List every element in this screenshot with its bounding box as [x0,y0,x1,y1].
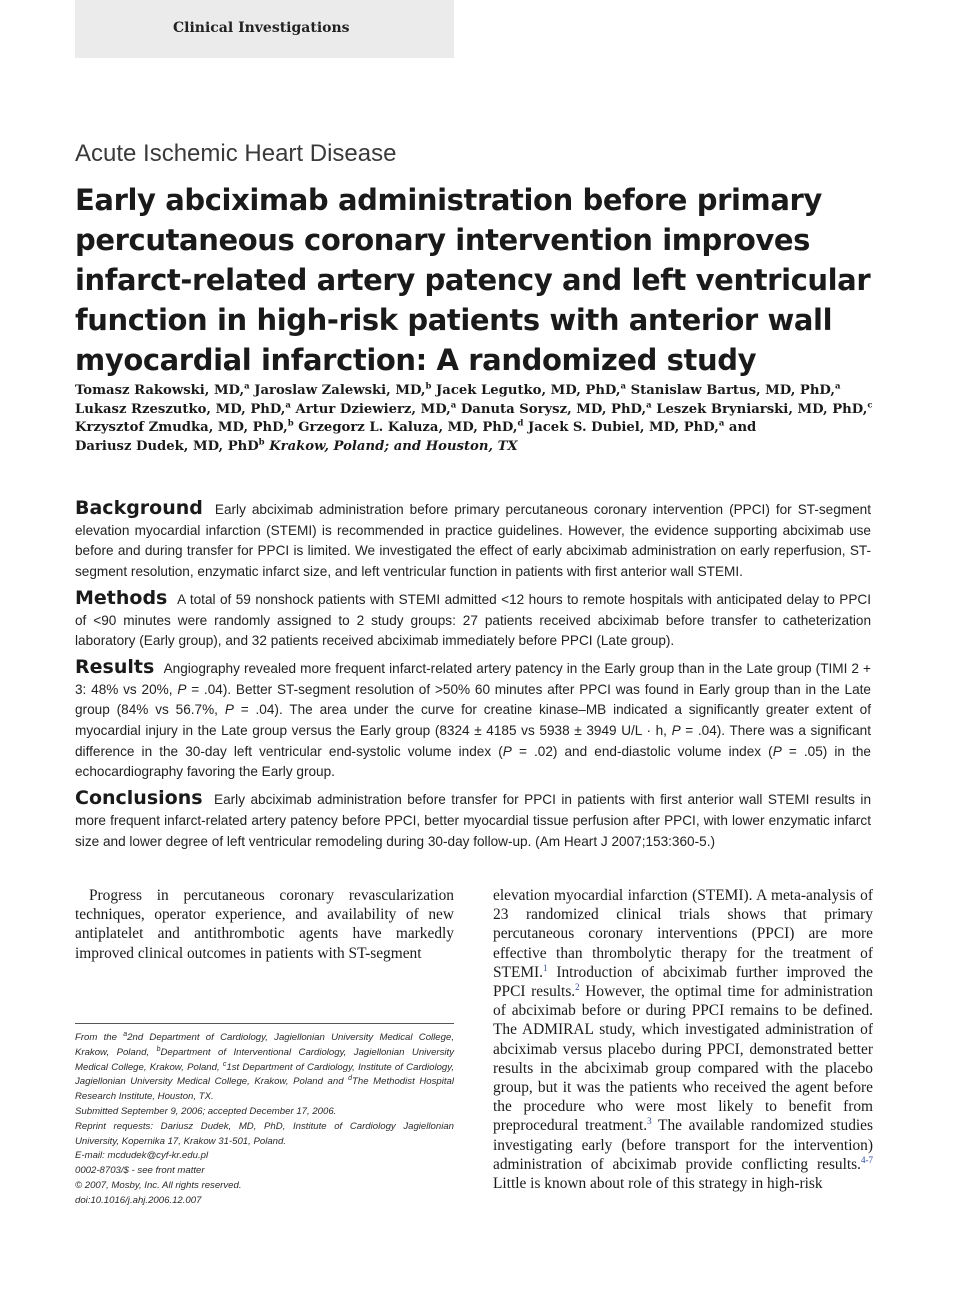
affiliation-mark: d [517,418,524,429]
abstract-text: = .04). The area under the curve for creatine kinase–MB indicated a significantly greater extent of myocardial injury in the Late group versus the Early group (8324 ± 4185 vs 5938 ± 3949 U/L · h, [75,702,871,739]
citation-link[interactable]: 3 [647,1116,652,1127]
affiliation-mark: b [287,418,294,429]
contact-email: E-mail: mcdudek@cyf-kr.edu.pl [75,1150,209,1162]
affiliation-mark: a [718,418,725,429]
body-text: The available randomized studies investigating early (before transport for the intervention) administration of abciximab provide conflicting results. [493,1117,874,1173]
copyright-line: © 2007, Mosby, Inc. All rights reserved. [75,1179,242,1191]
abstract-heading: Background [75,497,203,519]
affiliation-mark: c [222,1060,227,1068]
p-value-symbol: P [224,702,234,718]
abstract-heading: Methods [75,586,168,609]
affiliation-text: From the [75,1032,124,1043]
affiliation-mark: a [123,1030,128,1038]
abstract-text: A total of 59 nonshock patients with STEMI admitted <12 hours to remote hospitals with anticipated delay to PPCI of <90 minutes were randomly assigned to 2 study groups: 27 patients received abciximab before transfer to catheterization laboratory (Early group), and 32 patients received abciximab immediately before PPCI (Late group). [75,591,872,649]
issn-line: 0002-8703/$ - see front matter [75,1165,205,1177]
author: Jacek S. Dubiel, MD, PhD, [523,420,719,436]
affiliation-mark: c [867,400,873,411]
author: Krzysztof Zmudka, MD, PhD, [75,420,288,436]
author: Artur Dziewierz, MD, [290,401,451,417]
abstract-heading: Conclusions [75,787,203,810]
author: Jacek Legutko, MD, PhD, [431,383,621,398]
affiliation-mark: a [450,400,457,411]
citation-link[interactable]: 2 [575,981,580,992]
body-column-left [75,886,454,963]
affiliation-text: Department of Interventional Cardiology, Jagiellonian University Medical College, Krakow, Poland, [75,1046,455,1073]
abstract-heading: Results [75,655,155,678]
submission-dates: Submitted September 9, 2006; accepted December 17, 2006. [75,1105,337,1117]
affiliation-mark: a [620,381,626,392]
p-value-symbol: P [671,723,681,739]
section-label: Clinical Investigations [173,20,350,36]
doi-line: doi:10.1016/j.ahj.2006.12.007 [75,1194,202,1206]
citation-link[interactable]: 1 [543,962,548,973]
abstract-text: = .04). There was a significant difference in the 30-day left ventricular end-systolic volume index ( [75,723,872,759]
abstract-conclusions [75,788,871,852]
p-value-symbol: P [502,743,512,759]
abstract-text: Angiography revealed more frequent infarct-related artery patency in the Early group than in the Late group (TIMI 2 + 3: 48% vs 20%, [75,660,871,697]
author-conjunction: and [724,420,757,436]
body-text: elevation myocardial infarction (STEMI). A meta-analysis of 23 randomized clinical trials shows that primary percutaneous coronary interventions (PPCI) are more effective than thrombolytic therapy for the treatment of STEMI. [493,887,873,981]
author: Grzegorz L. Kaluza, MD, PhD, [293,420,518,436]
abstract-text: Early abciximab administration before primary percutaneous coronary intervention (PPCI) for ST-segment elevation myocardial infarction (STEMI) is recommended in practice guidelines. However, the evidence supporting abciximab use before and during transfer for PPCI is limited. We investigated the effect of early abciximab administration on early reperfusion, ST-segment resolution, enzymatic infarct size, and left ventricular function in patients with first anterior wall STEMI. [75,502,871,580]
affiliation-mark: d [348,1075,353,1083]
affiliation-mark: a [244,381,250,392]
author-location: Krakow, Poland; and Houston, TX [264,438,518,454]
body-text: Introduction of abciximab further improved the PPCI results. [493,963,873,1001]
p-value-symbol: P [177,681,187,697]
author: Danuta Sorysz, MD, PhD, [456,401,647,417]
abstract-methods [75,588,871,652]
author: Jaroslaw Zalewski, MD, [249,383,426,398]
affiliation-mark: a [285,400,291,411]
abstract [75,498,871,857]
footnotes [75,1031,454,1209]
affiliation-mark: a [835,381,841,392]
affiliation-mark: b [258,437,265,448]
abstract-results [75,657,871,783]
abstract-text: = .02) and end-diastolic volume index ( [511,743,773,759]
affiliation-mark: b [156,1045,161,1053]
abstract-text: = .04). Better ST-segment resolution of >50% 60 minutes after PPCI was found in Early group than in the Late group (84% vs 56.7%, [75,681,871,718]
article-title: Early abciximab administration before primary percutaneous coronary intervention improves infarct-related artery patency and left ventricular function in high-risk patients with anterior wall myocardial infarction: A randomized study [75,183,871,377]
author-list [75,382,875,456]
abstract-background [75,498,871,583]
section-tab [75,0,454,58]
affiliation-text: 1st Department of Cardiology, Institute of Cardiology, Jagiellonian University Medical College, Krakow, Poland and [75,1061,454,1088]
abstract-text: = .05) in the echocardiography favoring the Early group. [75,743,871,780]
footnote-divider [75,1023,454,1024]
author: Lukasz Rzeszutko, MD, PhD, [75,401,286,417]
affiliation-text: 2nd Department of Cardiology, Jagiellonian University Medical College, Krakow, Poland, [75,1032,454,1058]
abstract-text: Early abciximab administration before transfer for PPCI in patients with first anterior wall STEMI results in more frequent infarct-related artery patency before PPCI, better myocardial tissue perfusion after PPCI, with lower enzymatic infarct size and lower degree of left ventricular remodeling during 30-day follow-up. (Am Heart J 2007;153:360-5.) [75,792,872,849]
citation-link[interactable]: 4-7 [861,1154,873,1165]
author: Leszek Bryniarski, MD, PhD, [651,401,868,417]
body-paragraph [493,886,873,1193]
body-text: Little is known about role of this strategy in high-risk [493,1175,823,1193]
body-text: However, the optimal time for administration of abciximab before or during PPCI remains to be defined. The ADMIRAL study, which investigated administration of abciximab versus placebo during PPCI, demonstrated better results in the abciximab group compared with the placebo group, but it was the patients who received the agent before the procedure who were most likely to benefit from preprocedural treatment. [493,983,873,1135]
author: Stanislaw Bartus, MD, PhD, [625,383,835,398]
author: Dariusz Dudek, MD, PhD [75,438,259,454]
body-paragraph: Progress in percutaneous coronary revascularization techniques, operator experience, and availability of new antiplatelet and antithrombotic agents have markedly improved clinical outcomes in patients with ST-segment [75,887,454,962]
body-column-right [493,886,873,1193]
affiliation-mark: b [425,381,432,392]
reprint-requests: Reprint requests: Dariusz Dudek, MD, PhD, Institute of Cardiology Jagiellonian University, Kopernika 17, Krakow 31-501, Poland. [75,1120,454,1147]
affiliation-mark: a [646,400,652,411]
article-category: Acute Ischemic Heart Disease [75,140,397,167]
p-value-symbol: P [772,743,782,759]
author: Tomasz Rakowski, MD, [75,383,245,398]
affiliations [75,1031,454,1105]
affiliation-text: The Methodist Hospital Research Institute, Houston, TX. [75,1076,454,1103]
